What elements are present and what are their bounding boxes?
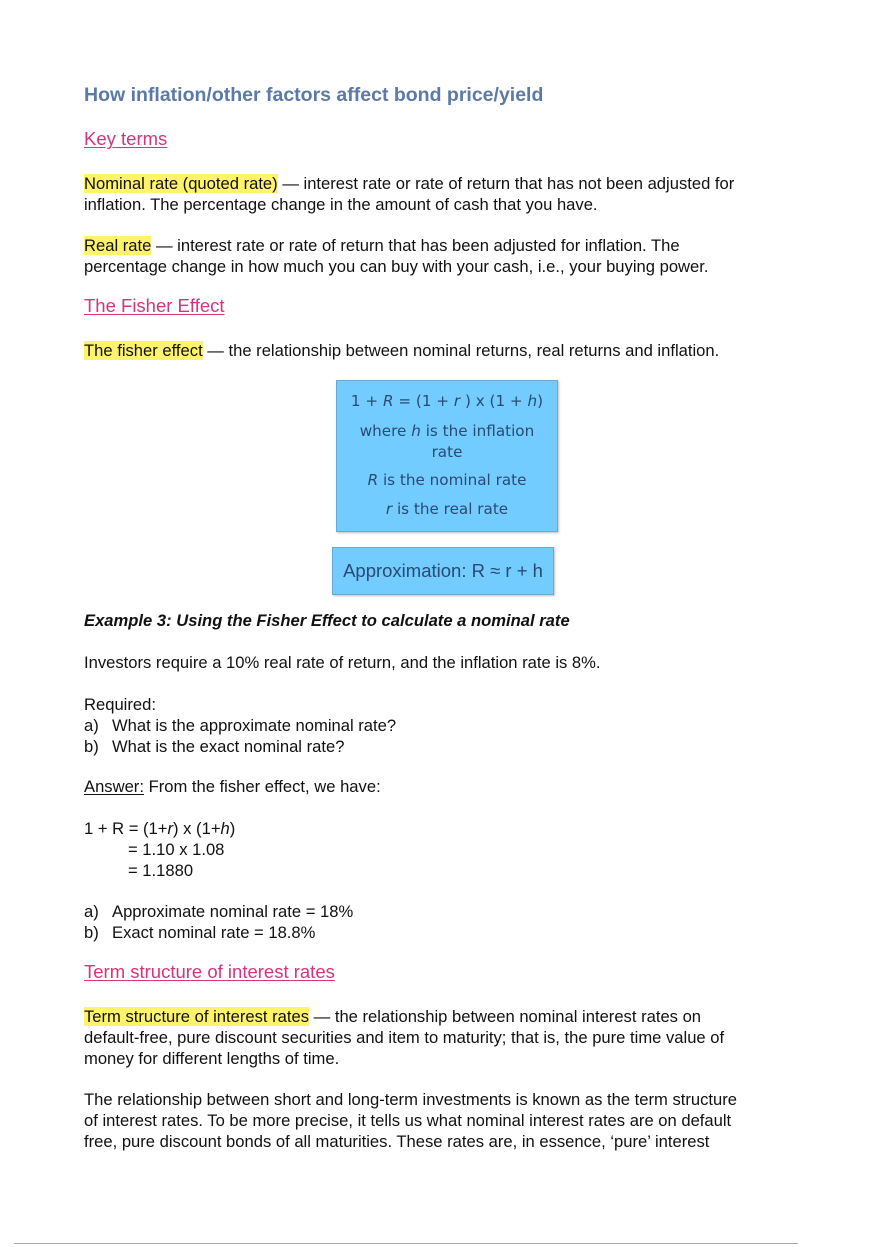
formula-h-definition-cont: rate [431,443,463,461]
formula-r-definition: r is the real rate [385,500,509,518]
nominal-rate-text-1: — interest rate or rate of return that has not been adjusted for [277,174,735,193]
calc-line-2: = 1.10 x 1.08 [128,839,225,859]
term-structure-text-1: — the relationship between nominal interest rates on [309,1007,702,1026]
term-structure-para-line-1: The relationship between short and long-term investments is known as the term structure [84,1090,737,1109]
nominal-rate-term: Nominal rate (quoted rate) [84,174,278,193]
required-label: Required: [84,695,156,714]
term-structure-definition [84,1007,804,1069]
example-title: Example 3: Using the Fisher Effect to calculate a nominal rate [84,611,570,630]
answer-b: b) Exact nominal rate = 18.8% [84,922,316,942]
real-rate-definition [84,236,804,278]
nominal-rate-definition [84,174,804,216]
example-required [84,695,804,757]
term-structure-text-3: money for different lengths of time. [84,1048,340,1068]
answer-text: From the fisher effect, we have: [143,777,381,796]
answer-results [84,902,804,944]
answer-calculation [84,819,804,881]
calc-line-3: = 1.1880 [128,860,194,880]
section-heading-term-structure: Term structure of interest rates [84,961,335,982]
section-heading-key-terms: Key terms [84,128,168,149]
formula-R-definition: R is the nominal rate [367,471,527,489]
answer-label: Answer: [84,777,144,796]
fisher-formula-box [336,380,558,532]
term-structure-para-line-2: of interest rates. To be more precise, it tells us what nominal interest rates are on default [84,1110,732,1130]
fisher-effect-text: — the relationship between nominal returns, real returns and inflation. [202,341,720,360]
calc-line-1: 1 + R = (1+r) x (1+h) [84,819,236,838]
term-structure-term: Term structure of interest rates [84,1007,310,1026]
nominal-rate-text-2: inflation. The percentage change in the amount of cash that you have. [84,194,598,214]
question-b: b) What is the exact nominal rate? [84,736,345,756]
page-title: How inflation/other factors affect bond price/yield [84,84,544,106]
question-a: a) What is the approximate nominal rate? [84,715,397,735]
real-rate-text-1: — interest rate or rate of return that has been adjusted for inflation. The [151,236,680,255]
page-divider [14,1243,798,1244]
real-rate-term: Real rate [84,236,152,255]
term-structure-paragraph [84,1090,804,1152]
fisher-effect-definition [84,341,804,362]
example-intro: Investors require a 10% real rate of return, and the inflation rate is 8%. [84,653,601,672]
term-structure-text-2: default-free, pure discount securities and item to maturity; that is, the pure time value of [84,1027,725,1047]
section-heading-fisher-effect: The Fisher Effect [84,295,225,316]
real-rate-text-2: percentage change in how much you can buy with your cash, i.e., your buying power. [84,256,709,276]
formula-line: 1 + R = (1 + r ) x (1 + h) [350,392,544,410]
answer-intro [84,777,804,798]
fisher-effect-term: The fisher effect [84,341,203,360]
term-structure-para-line-3: free, pure discount bonds of all maturities. These rates are, in essence, ‘pure’ interest [84,1131,710,1151]
answer-a: a) Approximate nominal rate = 18% [84,902,354,921]
approximation-box: Approximation: R ≈ r + h [332,547,554,595]
formula-h-definition: where h is the inflation [359,422,535,440]
